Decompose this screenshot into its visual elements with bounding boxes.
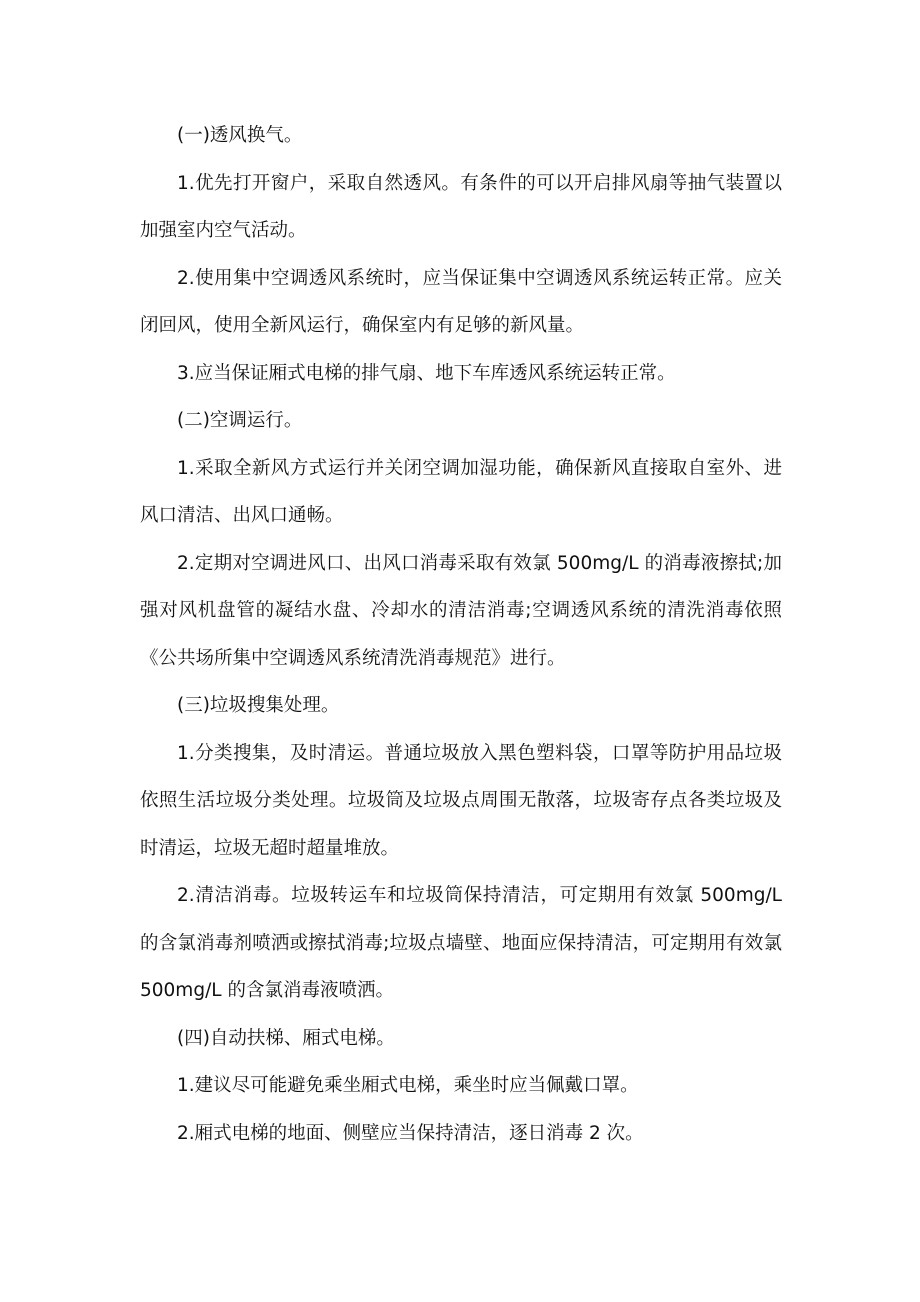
paragraph-ventilation-3: 3.应当保证厢式电梯的排气扇、地下车库透风系统运转正常。 [177,362,676,384]
paragraph-ventilation-2: 2.使用集中空调透风系统时，应当保证集中空调透风系统运转正常。应关闭回风，使用全新风运行，确保室内有足够的新风量。 [140,267,782,336]
paragraph-elevators-2: 2.厢式电梯的地面、侧壁应当保持清洁，逐日消毒 2 次。 [177,1122,644,1144]
section-heading-air-conditioning: (二)空调运行。 [177,410,303,431]
paragraph-air-conditioning-2: 2.定期对空调进风口、出风口消毒采取有效氯 500mg/L 的消毒液擦拭;加强对风机盘管的凝结水盘、冷却水的清洁消毒;空调透风系统的清洗消毒依照《公共场所集中空调透风系统清洗消毒规范》进行。 [140,552,782,669]
document-body [140,112,782,1157]
paragraph-garbage-2: 2.清洁消毒。垃圾转运车和垃圾筒保持清洁，可定期用有效氯 500mg/L 的含氯消毒剂喷洒或擦拭消毒;垃圾点墙壁、地面应保持清洁，可定期用有效氯 500mg/L 的含氯消毒液喷洒。 [140,885,782,1001]
section-heading-elevators: (四)自动扶梯、厢式电梯。 [177,1027,395,1049]
paragraph-ventilation-1: 1.优先打开窗户，采取自然透风。有条件的可以开启排风扇等抽气装置以加强室内空气活动。 [140,172,782,241]
paragraph-garbage-1: 1.分类搜集，及时清运。普通垃圾放入黑色塑料袋，口罩等防护用品垃圾依照生活垃圾分类处理。垃圾筒及垃圾点周围无散落，垃圾寄存点各类垃圾及时清运，垃圾无超时超量堆放。 [140,742,782,859]
paragraph-air-conditioning-1: 1.采取全新风方式运行并关闭空调加湿功能，确保新风直接取自室外、进风口清洁、出风口通畅。 [140,457,782,526]
paragraph-elevators-1: 1.建议尽可能避免乘坐厢式电梯，乘坐时应当佩戴口罩。 [177,1075,639,1096]
section-heading-ventilation: (一)透风换气。 [177,125,303,146]
section-heading-garbage: (三)垃圾搜集处理。 [177,695,340,716]
